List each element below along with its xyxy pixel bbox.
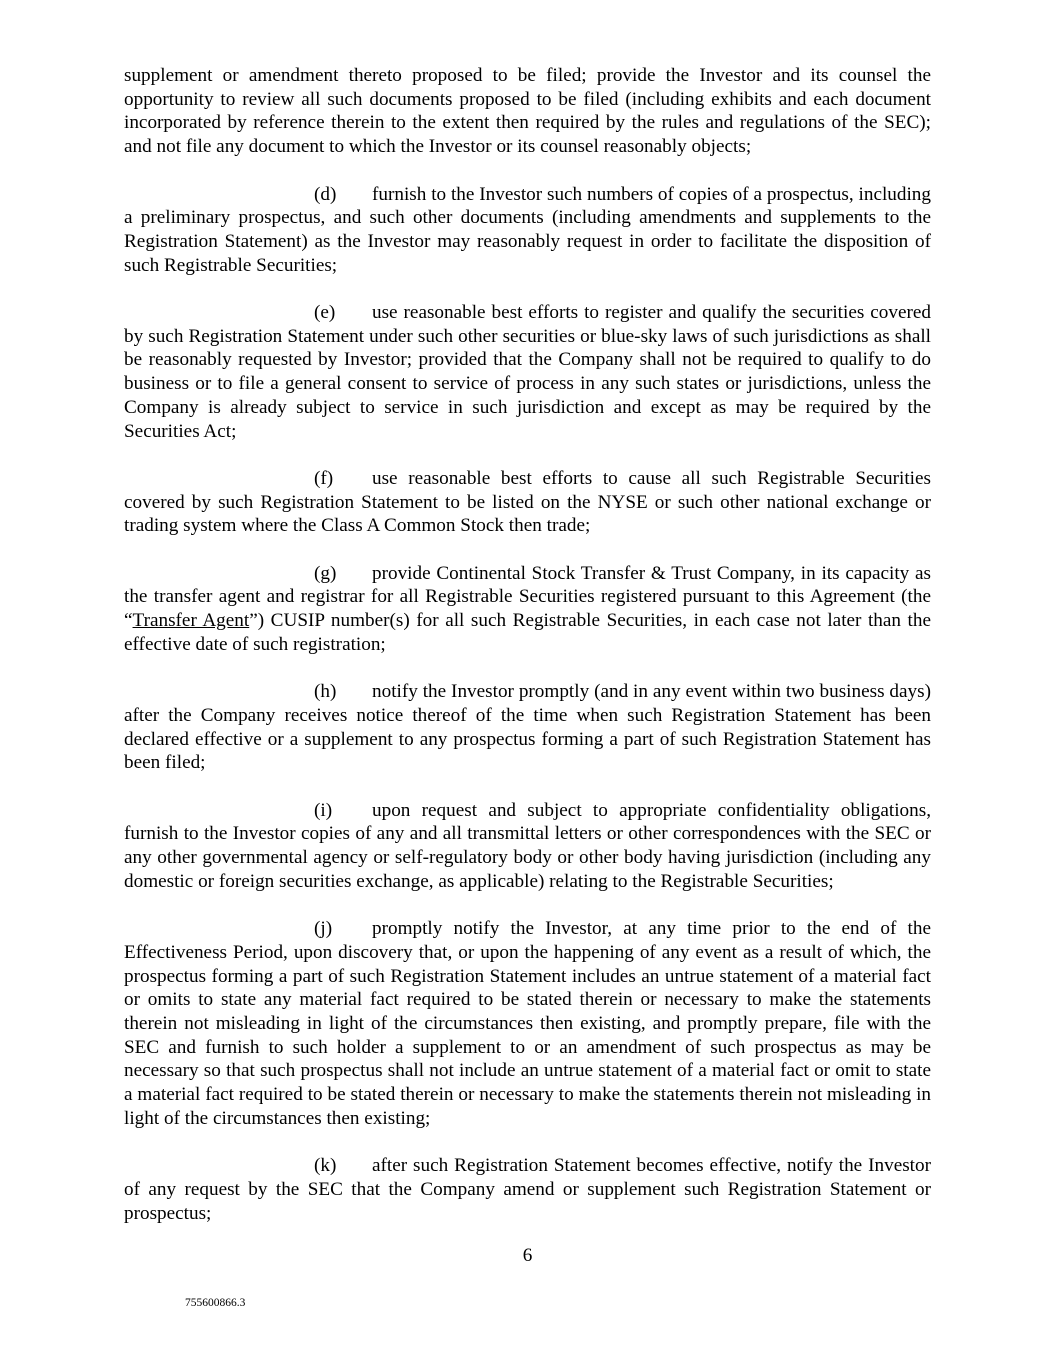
clause-text: after such Registration Statement becomes effective, notify the Investor of any request by the SEC that the Company amend or supplement such Registration Statement or prospectus; bbox=[124, 1155, 931, 1224]
clause-d bbox=[124, 183, 931, 278]
clause-text: notify the Investor promptly (and in any event within two business days) after the Company receives notice thereof of the time when such Registration Statement has been declared effective or a supplement to any prospectus forming a part of such Registration Statement has been filed; bbox=[124, 681, 931, 774]
clause-i bbox=[124, 799, 931, 894]
clause-label: (j) bbox=[314, 918, 333, 940]
clause-text: promptly notify the Investor, at any time prior to the end of the Effectiveness Period, upon discovery that, or upon the happening of any event as a result of which, the prospectus forming a part of such Registration Statement includes an untrue statement of a material fact or omits to state any material fact required to be stated therein or necessary to make the statements therein not misleading in light of the circumstances then existing, and promptly prepare, file with the SEC and furnish to such holder a supplement to or an amendment of such prospectus as may be necessary so that such prospectus shall not include an untrue statement of a material fact or omit to state a material fact required to be stated therein or necessary to make the statements therein not misleading in light of the circumstances then existing; bbox=[124, 918, 931, 1129]
defined-term: Transfer Agent bbox=[132, 610, 250, 632]
clause-text: use reasonable best efforts to register and qualify the securities covered by such Registration Statement under such other securities or blue-sky laws of such jurisdictions as shall be reasonably requested by Investor; provided that the Company shall not be required to qualify to do business or to file a general consent to service of process in any such states or jurisdictions, unless the Company is already subject to service in such jurisdiction and except as may be required by the Securities Act; bbox=[124, 302, 931, 442]
clause-label: (k) bbox=[314, 1155, 337, 1177]
clause-g bbox=[124, 562, 931, 657]
page-number: 6 bbox=[522, 1245, 533, 1266]
clause-label: (e) bbox=[314, 302, 336, 323]
clause-k bbox=[124, 1154, 931, 1225]
document-id: 755600866.3 bbox=[185, 1297, 246, 1309]
clause-e bbox=[124, 301, 931, 443]
clause-label: (h) bbox=[314, 681, 337, 703]
clause-text: use reasonable best efforts to cause all such Registrable Securities covered by such Registration Statement to be listed on the NYSE or such other national exchange or trading system where the Class A Common Stock then trade; bbox=[124, 467, 931, 537]
clause-label: (f) bbox=[314, 467, 334, 489]
clause-label: (i) bbox=[314, 799, 333, 821]
clause-h bbox=[124, 680, 931, 775]
document-body bbox=[124, 64, 931, 1249]
clause-j bbox=[124, 917, 931, 1130]
clause-f bbox=[124, 467, 931, 538]
clause-text: upon request and subject to appropriate confidentiality obligations, furnish to the Investor copies of any and all transmittal letters or other correspondences with the SEC or any other governmental agency or self-regulatory body or other body having jurisdiction (including any domestic or foreign securities exchange, as applicable) relating to the Registrable Securities; bbox=[124, 799, 931, 892]
intro-paragraph: supplement or amendment thereto proposed to be filed; provide the Investor and its counsel the opportunity to review all such documents proposed to be filed (including exhibits and each document incorporated by reference therein to the extent then required by the rules and regulations of the SEC); and not file any document to which the Investor or its counsel reasonably objects; bbox=[124, 65, 931, 158]
clause-text-a: provide Continental Stock Transfer & Trust Company, in its capacity as the transfer agent and registrar for all Registrable Securities registered pursuant to this Agreement (the “ bbox=[124, 562, 931, 632]
clause-text: furnish to the Investor such numbers of copies of a prospectus, including a preliminary prospectus, and such other documents (including amendments and supplements to the Registration Statement) as the Investor may reasonably request in order to facilitate the disposition of such Registrable Securities; bbox=[124, 183, 931, 276]
clause-label: (g) bbox=[314, 562, 337, 584]
clause-text-b: ”) CUSIP number(s) for all such Registrable Securities, in each case not later than the effective date of such registration; bbox=[124, 610, 931, 655]
clause-label: (d) bbox=[314, 183, 337, 205]
